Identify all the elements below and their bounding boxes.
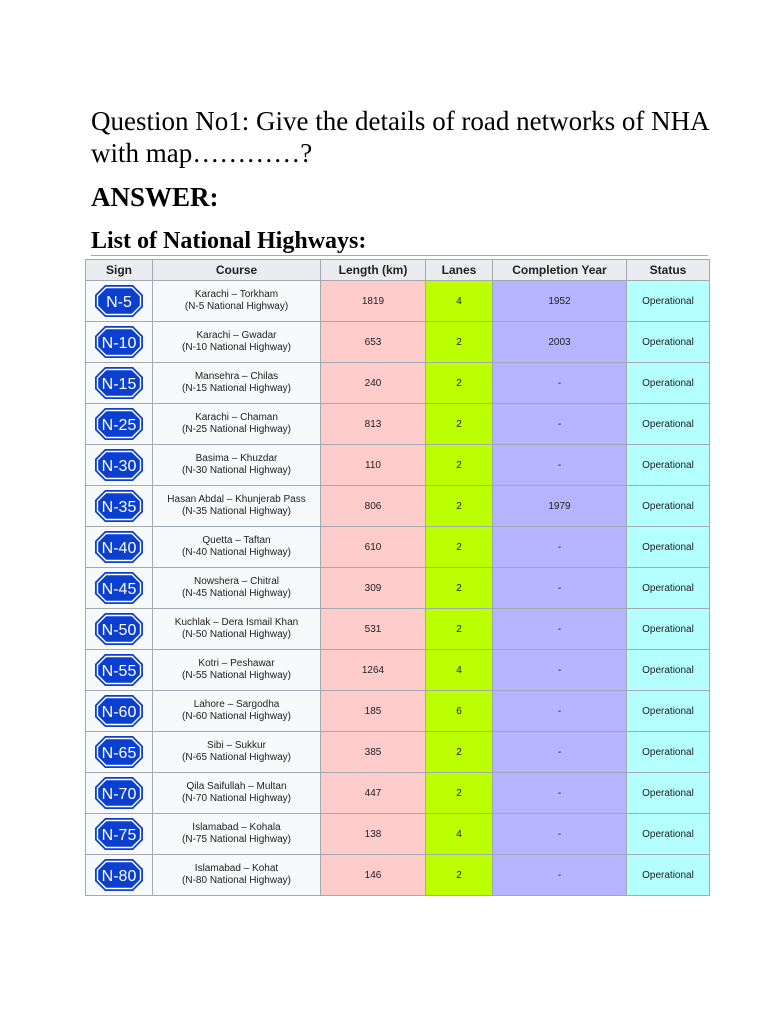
shield-label: N-65 — [101, 745, 137, 762]
year-cell: - — [493, 732, 627, 773]
course-cell — [153, 445, 321, 486]
course-route-link[interactable]: Qila Saifullah – Multan — [186, 781, 287, 792]
header-lanes[interactable]: Lanes — [426, 260, 493, 281]
year-cell: 1979 — [493, 486, 627, 527]
table-row — [86, 855, 710, 896]
status-cell: Operational — [627, 404, 710, 445]
table-row — [86, 732, 710, 773]
lanes-cell: 2 — [426, 855, 493, 896]
answer-heading: ANSWER: — [91, 182, 219, 212]
length-cell: 146 — [321, 855, 426, 896]
length-cell: 138 — [321, 814, 426, 855]
table-row — [86, 363, 710, 404]
table-row — [86, 445, 710, 486]
table-row — [86, 814, 710, 855]
question-text: Question No1: Give the details of road networks of NHA with map…………? — [91, 106, 709, 168]
highway-shield-icon[interactable] — [94, 489, 144, 523]
shield-label: N-5 — [106, 294, 132, 311]
status-cell: Operational — [627, 363, 710, 404]
course-highway-name-link[interactable]: (N-45 National Highway) — [182, 588, 291, 599]
course-cell — [153, 527, 321, 568]
sign-cell — [86, 363, 153, 404]
length-cell: 1819 — [321, 281, 426, 322]
status-cell: Operational — [627, 281, 710, 322]
lanes-cell: 2 — [426, 363, 493, 404]
lanes-cell: 2 — [426, 527, 493, 568]
course-cell — [153, 609, 321, 650]
status-cell: Operational — [627, 527, 710, 568]
course-cell — [153, 322, 321, 363]
sign-cell — [86, 609, 153, 650]
table-row — [86, 773, 710, 814]
course-highway-name-link[interactable]: (N-50 National Highway) — [182, 629, 291, 640]
highway-shield-icon[interactable] — [94, 366, 144, 400]
length-cell: 185 — [321, 691, 426, 732]
year-cell: - — [493, 568, 627, 609]
course-highway-name-link[interactable]: (N-65 National Highway) — [182, 752, 291, 763]
length-cell: 309 — [321, 568, 426, 609]
sign-cell — [86, 568, 153, 609]
table-row — [86, 486, 710, 527]
length-cell: 653 — [321, 322, 426, 363]
header-sign[interactable]: Sign — [86, 260, 153, 281]
course-highway-name-link[interactable]: (N-75 National Highway) — [182, 834, 291, 845]
course-route-link[interactable]: Nowshera – Chitral — [193, 576, 280, 587]
highway-shield-icon[interactable] — [94, 735, 144, 769]
status-cell: Operational — [627, 732, 710, 773]
status-cell: Operational — [627, 609, 710, 650]
course-cell — [153, 650, 321, 691]
course-highway-name-link[interactable]: (N-40 National Highway) — [182, 547, 291, 558]
shield-label: N-25 — [101, 417, 137, 434]
highway-shield-icon[interactable] — [94, 530, 144, 564]
header-status[interactable]: Status — [627, 260, 710, 281]
sign-cell — [86, 281, 153, 322]
length-cell: 240 — [321, 363, 426, 404]
status-cell: Operational — [627, 568, 710, 609]
shield-label: N-55 — [101, 663, 137, 680]
sign-cell — [86, 404, 153, 445]
year-cell: - — [493, 691, 627, 732]
highway-shield-icon[interactable] — [94, 284, 144, 318]
course-cell — [153, 281, 321, 322]
lanes-cell: 2 — [426, 609, 493, 650]
course-cell — [153, 855, 321, 896]
table-body — [86, 281, 710, 896]
year-cell: - — [493, 609, 627, 650]
shield-label: N-45 — [101, 581, 137, 598]
course-cell — [153, 773, 321, 814]
lanes-cell: 2 — [426, 773, 493, 814]
status-cell: Operational — [627, 322, 710, 363]
sign-cell — [86, 486, 153, 527]
header-course[interactable]: Course — [153, 260, 321, 281]
year-cell: - — [493, 773, 627, 814]
table-row — [86, 609, 710, 650]
sign-cell — [86, 322, 153, 363]
course-highway-name-link[interactable]: (N-25 National Highway) — [182, 424, 291, 435]
length-cell: 447 — [321, 773, 426, 814]
length-cell: 531 — [321, 609, 426, 650]
shield-label: N-15 — [101, 376, 137, 393]
course-cell — [153, 363, 321, 404]
lanes-cell: 4 — [426, 650, 493, 691]
highway-shield-icon[interactable] — [94, 776, 144, 810]
lanes-cell: 2 — [426, 404, 493, 445]
course-highway-name-link[interactable]: (N-15 National Highway) — [182, 383, 291, 394]
lanes-cell: 2 — [426, 445, 493, 486]
status-cell: Operational — [627, 773, 710, 814]
national-highways-table — [85, 259, 710, 896]
course-highway-name-link[interactable]: (N-10 National Highway) — [182, 342, 291, 353]
table-row — [86, 281, 710, 322]
course-route-link[interactable]: Basima – Khuzdar — [195, 453, 278, 464]
status-cell: Operational — [627, 486, 710, 527]
table-row — [86, 650, 710, 691]
header-completion-year[interactable]: Completion Year — [493, 260, 627, 281]
status-cell: Operational — [627, 855, 710, 896]
year-cell: - — [493, 814, 627, 855]
length-cell: 813 — [321, 404, 426, 445]
shield-label: N-70 — [101, 786, 137, 803]
shield-label: N-10 — [101, 335, 137, 352]
lanes-cell: 4 — [426, 281, 493, 322]
lanes-cell: 2 — [426, 568, 493, 609]
highway-shield-icon[interactable] — [94, 325, 144, 359]
course-highway-name-link[interactable]: (N-80 National Highway) — [182, 875, 291, 886]
year-cell: 1952 — [493, 281, 627, 322]
course-route-link[interactable]: Mansehra – Chilas — [194, 371, 279, 382]
sign-cell — [86, 650, 153, 691]
course-route-link[interactable]: Islamabad – Kohala — [192, 822, 281, 833]
course-highway-name-link[interactable]: (N-5 National Highway) — [184, 301, 289, 312]
course-cell — [153, 404, 321, 445]
shield-label: N-35 — [101, 499, 137, 516]
course-route-link[interactable]: Karachi – Torkham — [194, 289, 279, 300]
course-route-link[interactable]: Sibi – Sukkur — [207, 740, 266, 751]
lanes-cell: 6 — [426, 691, 493, 732]
year-cell: - — [493, 855, 627, 896]
table-row — [86, 691, 710, 732]
shield-label: N-50 — [101, 622, 137, 639]
lanes-cell: 2 — [426, 486, 493, 527]
course-route-link[interactable]: Kuchlak – Dera Ismail Khan — [174, 617, 299, 628]
sign-cell — [86, 855, 153, 896]
course-cell — [153, 486, 321, 527]
table-row — [86, 568, 710, 609]
shield-label: N-75 — [101, 827, 137, 844]
length-cell: 610 — [321, 527, 426, 568]
lanes-cell: 2 — [426, 732, 493, 773]
year-cell: - — [493, 650, 627, 691]
sign-cell — [86, 691, 153, 732]
course-highway-name-link[interactable]: (N-70 National Highway) — [182, 793, 291, 804]
sign-cell — [86, 527, 153, 568]
course-highway-name-link[interactable]: (N-30 National Highway) — [182, 465, 291, 476]
highway-shield-icon[interactable] — [94, 653, 144, 687]
status-cell: Operational — [627, 691, 710, 732]
header-length[interactable]: Length (km) — [321, 260, 426, 281]
year-cell: - — [493, 527, 627, 568]
length-cell: 385 — [321, 732, 426, 773]
highway-shield-icon[interactable] — [94, 448, 144, 482]
course-route-link[interactable]: Karachi – Gwadar — [196, 330, 277, 341]
course-route-link[interactable]: Hasan Abdal – Khunjerab Pass — [167, 494, 306, 505]
shield-label: N-80 — [101, 868, 137, 885]
heading-rule — [91, 255, 708, 256]
shield-label: N-30 — [101, 458, 137, 475]
length-cell: 806 — [321, 486, 426, 527]
highway-shield-icon[interactable] — [94, 817, 144, 851]
course-route-link[interactable]: Lahore – Sargodha — [193, 699, 280, 710]
course-highway-name-link[interactable]: (N-60 National Highway) — [182, 711, 291, 722]
length-cell: 1264 — [321, 650, 426, 691]
highway-shield-icon[interactable] — [94, 612, 144, 646]
highway-shield-icon[interactable] — [94, 694, 144, 728]
length-cell: 110 — [321, 445, 426, 486]
course-cell — [153, 814, 321, 855]
list-title: List of National Highways: — [91, 228, 367, 254]
course-highway-name-link[interactable]: (N-35 National Highway) — [182, 506, 291, 517]
status-cell: Operational — [627, 445, 710, 486]
course-cell — [153, 732, 321, 773]
shield-label: N-60 — [101, 704, 137, 721]
highway-shield-icon[interactable] — [94, 571, 144, 605]
sign-cell — [86, 445, 153, 486]
course-cell — [153, 691, 321, 732]
course-route-link[interactable]: Karachi – Chaman — [195, 412, 278, 423]
sign-cell — [86, 732, 153, 773]
table-row — [86, 322, 710, 363]
course-cell — [153, 568, 321, 609]
table-row — [86, 404, 710, 445]
year-cell: - — [493, 445, 627, 486]
lanes-cell: 2 — [426, 322, 493, 363]
course-route-link[interactable]: Islamabad – Kohat — [194, 863, 279, 874]
course-route-link[interactable]: Kotri – Peshawar — [198, 658, 275, 669]
status-cell: Operational — [627, 814, 710, 855]
year-cell: - — [493, 363, 627, 404]
shield-label: N-40 — [101, 540, 137, 557]
course-route-link[interactable]: Quetta – Taftan — [202, 535, 271, 546]
year-cell: 2003 — [493, 322, 627, 363]
highway-shield-icon[interactable] — [94, 858, 144, 892]
year-cell: - — [493, 404, 627, 445]
status-cell: Operational — [627, 650, 710, 691]
table-header-row — [86, 260, 710, 281]
lanes-cell: 4 — [426, 814, 493, 855]
table-row — [86, 527, 710, 568]
highway-shield-icon[interactable] — [94, 407, 144, 441]
sign-cell — [86, 773, 153, 814]
sign-cell — [86, 814, 153, 855]
course-highway-name-link[interactable]: (N-55 National Highway) — [182, 670, 291, 681]
